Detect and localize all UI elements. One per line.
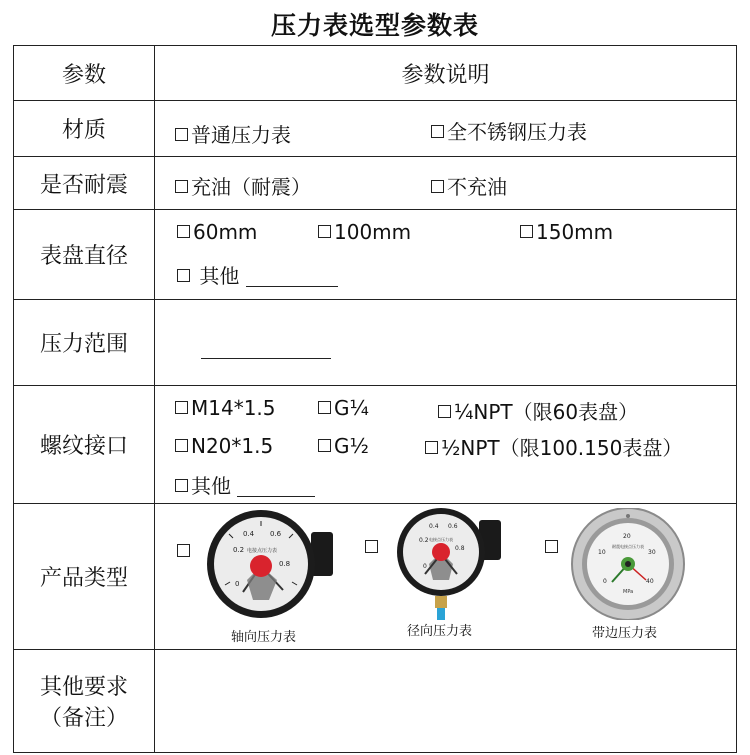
flange-gauge-image [568,508,690,620]
option-oil-filled[interactable] [175,171,311,200]
label-remarks [14,650,155,753]
option-thread-g12[interactable] [318,434,369,458]
label-range: 压力范围 [14,300,155,386]
page-title: 压力表选型参数表 [270,11,479,40]
label-diameter: 表盘直径 [14,210,155,300]
option-thread-m14[interactable] [175,396,276,420]
checkbox-icon[interactable] [425,441,438,454]
selection-table [13,45,737,753]
caption-axial: 轴向压力表 [231,630,297,645]
label-remarks-line1: 其他要求 [39,675,128,700]
gauge-tick: 0.2 [419,537,429,544]
label-material: 材质 [14,101,155,157]
checkbox-radial[interactable] [365,540,378,553]
option-label: G¼ [334,396,369,420]
label-product: 产品类型 [14,504,155,650]
row-product [14,504,737,650]
checkbox-icon[interactable] [175,180,188,193]
gauge-dial-label: 电接点压力表 [429,537,453,542]
label-shock: 是否耐震 [14,157,155,210]
checkbox-icon[interactable] [177,225,190,238]
option-thread-other[interactable] [175,470,315,499]
row-material [14,101,737,157]
option-thread-npt12[interactable] [425,432,682,461]
option-diameter-60[interactable] [177,220,257,244]
axial-gauge-image [203,508,337,620]
gauge-tick: 0.6 [270,530,282,538]
gauge-dial-label: 耐震电接点压力表 [612,544,644,549]
checkbox-icon[interactable] [177,269,190,282]
option-label: 100mm [334,220,412,244]
gauge-tick: 20 [623,533,631,540]
gauge-unit: MPa [623,589,634,595]
checkbox-icon[interactable] [175,128,188,141]
blank-line[interactable] [237,496,315,497]
option-label: ½NPT（限100.150表盘） [441,436,683,460]
option-label: 不充油 [447,175,507,199]
caption-radial: 径向压力表 [407,624,473,639]
option-thread-g14[interactable] [318,396,369,420]
gauge-tick: 0.4 [429,523,439,530]
checkbox-icon[interactable] [431,180,444,193]
checkbox-icon[interactable] [318,401,331,414]
gauge-tick: 0.8 [279,560,291,568]
checkbox-icon[interactable] [431,125,444,138]
checkbox-icon[interactable] [438,405,451,418]
option-label: N20*1.5 [191,434,274,458]
option-diameter-150[interactable] [520,220,613,244]
label-thread: 螺纹接口 [14,386,155,504]
cell-diameter [155,210,737,300]
gauge-dial-label: 电接点压力表 [247,548,278,554]
row-remarks [14,650,737,753]
option-no-oil[interactable] [431,171,507,200]
option-label: ¼NPT（限60表盘） [454,400,639,424]
gauge-tick: 0 [235,580,240,588]
caption-flange: 带边压力表 [592,626,658,641]
row-range [14,300,737,386]
cell-product [155,504,737,650]
checkbox-icon[interactable] [318,439,331,452]
option-label: 其他 [199,264,240,288]
gauge-tick: 0.2 [233,546,245,554]
option-thread-n20[interactable] [175,434,273,458]
header-param: 参数 [14,46,155,101]
option-material-normal[interactable] [175,119,291,148]
blank-line[interactable] [246,286,338,287]
label-remarks-line2: （备注） [39,706,128,731]
cell-shock [155,157,737,210]
row-shock [14,157,737,210]
option-diameter-100[interactable] [318,220,411,244]
cell-thread [155,386,737,504]
checkbox-axial[interactable] [177,544,190,557]
option-material-stainless[interactable] [431,116,587,145]
header-desc: 参数说明 [155,46,737,101]
range-blank-line[interactable] [201,358,331,359]
option-label: M14*1.5 [191,396,276,420]
checkbox-icon[interactable] [520,225,533,238]
radial-gauge-image [395,508,505,622]
row-thread [14,386,737,504]
checkbox-icon[interactable] [175,479,188,492]
row-diameter [14,210,737,300]
gauge-tick: 40 [646,578,654,585]
cell-remarks[interactable] [155,650,737,753]
table-header-row [14,46,737,101]
cell-range [155,300,737,386]
gauge-tick: 10 [598,549,606,556]
option-label: 60mm [193,220,258,244]
option-label: 其他 [191,474,231,498]
option-diameter-other[interactable] [177,260,338,289]
checkbox-icon[interactable] [175,439,188,452]
option-label: G½ [334,434,369,458]
option-label: 全不锈钢压力表 [447,120,587,144]
gauge-tick: 0 [423,563,427,570]
gauge-tick: 0.4 [243,530,255,538]
checkbox-icon[interactable] [175,401,188,414]
checkbox-icon[interactable] [318,225,331,238]
gauge-tick: 30 [648,549,656,556]
option-thread-npt14[interactable] [438,396,638,425]
option-label: 150mm [536,220,614,244]
gauge-tick: 0.6 [448,523,458,530]
cell-material [155,101,737,157]
checkbox-flange[interactable] [545,540,558,553]
option-label: 普通压力表 [191,123,291,147]
gauge-tick: 0 [603,578,607,585]
option-label: 充油（耐震） [191,175,311,199]
gauge-tick: 0.8 [455,545,465,552]
